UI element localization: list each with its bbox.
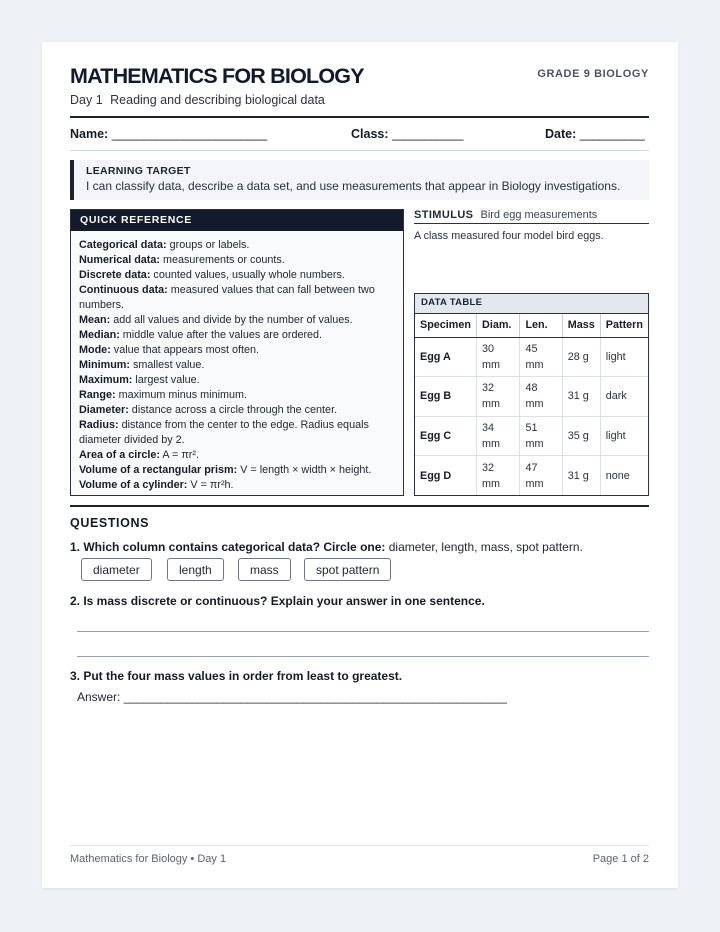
table-cell: 45 mm [520, 337, 562, 377]
reference-term: Numerical data: [79, 254, 161, 266]
lesson-title: Reading and describing biological data [110, 93, 325, 107]
stimulus-text: A class measured four model bird eggs. [414, 230, 604, 242]
reference-term: Radius: [79, 419, 119, 431]
worksheet-page [42, 42, 678, 888]
footer-page-number: Page 1 of 2 [592, 853, 649, 865]
footer-divider [70, 845, 649, 846]
reference-item [79, 463, 395, 478]
reference-item [79, 478, 395, 493]
table-cell: 34 mm [477, 416, 520, 456]
answer-label: Answer: [77, 690, 121, 704]
reference-term: Mode: [79, 344, 111, 356]
question-2-prompt: 2. Is mass discrete or continuous? Explain your answer in one sentence. [70, 594, 485, 608]
reference-definition: measured values that can fall between two numbers. [79, 284, 375, 311]
reference-definition: counted values, usually whole numbers. [150, 269, 345, 281]
question-1 [70, 540, 583, 554]
grade-label: GRADE 9 BIOLOGY [537, 68, 649, 80]
table-cell: 32 mm [477, 456, 520, 496]
reference-definition: add all values and divide by the number of values. [110, 314, 353, 326]
table-cell: 32 mm [477, 377, 520, 417]
reference-item [79, 418, 395, 448]
learning-target-label: LEARNING TARGET [86, 165, 191, 177]
specimen-cell: Egg A [415, 337, 477, 377]
fields-divider [70, 150, 649, 151]
specimen-cell: Egg D [420, 469, 452, 482]
reference-definition: measurements or counts. [160, 254, 285, 266]
reference-item [79, 313, 395, 328]
table-cell: light [600, 337, 648, 377]
data-table-title: DATA TABLE [415, 294, 648, 314]
reference-definition: distance from the center to the edge. Radius equals diameter divided by 2. [79, 419, 369, 446]
question-1-prompt: 1. Which column contains categorical data? Circle one: [70, 540, 386, 554]
reference-definition: V = length × width × height. [237, 464, 372, 476]
reference-term: Mean: [79, 314, 111, 326]
reference-term: Categorical data: [79, 239, 167, 251]
worksheet-title: MATHEMATICS FOR BIOLOGY [70, 64, 364, 88]
name-field[interactable] [70, 127, 267, 141]
specimen-cell: Egg B [415, 377, 477, 417]
reference-definition: middle value after the values are ordered. [119, 329, 323, 341]
question-3-prompt: 3. Put the four mass values in order from least to greatest. [70, 669, 403, 683]
quick-reference-box [70, 209, 404, 496]
column-header: Len. [520, 314, 562, 337]
reference-item [79, 448, 395, 463]
reference-term: Volume of a rectangular prism: [79, 464, 238, 476]
reference-definition: groups or labels. [166, 239, 250, 251]
questions-divider [70, 505, 649, 507]
learning-target-box [70, 160, 649, 200]
column-header: Diam. [477, 314, 520, 337]
choice-diameter[interactable]: diameter [81, 558, 152, 581]
reference-term: Range: [79, 389, 116, 401]
question-3-answer[interactable] [77, 690, 506, 704]
table-row [415, 377, 648, 417]
table-cell: light [600, 416, 648, 456]
name-blank[interactable]: ________________________ [111, 127, 267, 141]
reference-term: Maximum: [79, 374, 133, 386]
answer-line-1[interactable] [77, 631, 649, 632]
date-blank[interactable]: __________ [579, 127, 645, 141]
reference-definition: distance across a circle through the center. [128, 404, 338, 416]
reference-item [79, 283, 395, 313]
table-cell: 28 g [562, 337, 600, 377]
table-cell: 51 mm [520, 416, 562, 456]
table-row [415, 416, 648, 456]
data-table-box [414, 293, 649, 496]
answer-blank[interactable]: ______________________________________________________________ [123, 690, 507, 704]
lesson-subtitle [70, 93, 325, 107]
date-field[interactable] [545, 127, 644, 141]
reference-definition: maximum minus minimum. [115, 389, 247, 401]
table-cell: 31 g [562, 377, 600, 417]
table-row [415, 337, 648, 377]
reference-term: Diameter: [79, 404, 129, 416]
table-header-row [415, 314, 648, 337]
reference-term: Continuous data: [79, 284, 168, 296]
reference-term: Minimum: [79, 359, 130, 371]
reference-item [79, 238, 395, 253]
header-divider [70, 116, 649, 118]
date-label: Date: [545, 127, 577, 141]
table-cell: 48 mm [520, 377, 562, 417]
reference-item [79, 328, 395, 343]
reference-item [79, 403, 395, 418]
table-row [415, 456, 648, 496]
specimen-cell: Egg C [415, 416, 477, 456]
reference-definition: value that appears most often. [110, 344, 260, 356]
reference-definition: A = πr². [160, 449, 199, 461]
reference-item [79, 268, 395, 283]
data-table [415, 314, 648, 495]
question-2 [70, 594, 485, 608]
reference-term: Area of a circle: [79, 449, 161, 461]
class-field[interactable] [351, 127, 463, 141]
class-blank[interactable]: ___________ [392, 127, 463, 141]
choice-mass[interactable]: mass [238, 558, 291, 581]
footer-course: Mathematics for Biology • Day 1 [70, 853, 227, 865]
name-label: Name: [70, 127, 109, 141]
table-cell: 47 mm [520, 456, 562, 496]
table-cell: 31 g [562, 456, 600, 496]
quick-reference-list [71, 231, 403, 493]
reference-item [79, 388, 395, 403]
stimulus-header [414, 209, 649, 224]
reference-definition: largest value. [132, 374, 200, 386]
stimulus-title: Bird egg measurements [480, 209, 598, 221]
reference-definition: V = πr²h. [187, 479, 234, 491]
reference-term: Median: [79, 329, 120, 341]
answer-line-2[interactable] [77, 656, 649, 657]
class-label: Class: [351, 127, 389, 141]
column-header: Pattern [600, 314, 648, 337]
reference-term: Discrete data: [79, 269, 151, 281]
choice-spot-pattern[interactable]: spot pattern [304, 558, 391, 581]
table-cell: 35 g [562, 416, 600, 456]
question-3 [70, 669, 402, 683]
reference-definition: smallest value. [129, 359, 205, 371]
day-label: Day 1 [70, 93, 103, 107]
learning-target-text: I can classify data, describe a data set, and use measurements that appear in Biology investigations. [86, 179, 621, 193]
reference-item [79, 343, 395, 358]
table-cell: 30 mm [477, 337, 520, 377]
stimulus-label: STIMULUS [414, 209, 474, 221]
question-1-options: diameter, length, mass, spot pattern. [385, 540, 583, 554]
reference-item [79, 358, 395, 373]
questions-title: QUESTIONS [70, 516, 150, 530]
reference-item [79, 253, 395, 268]
quick-reference-title: QUICK REFERENCE [71, 210, 403, 231]
column-header: Specimen [415, 314, 477, 337]
table-body [415, 337, 648, 495]
choice-length[interactable]: length [167, 558, 224, 581]
column-header: Mass [562, 314, 600, 337]
reference-term: Volume of a cylinder: [79, 479, 188, 491]
table-cell: dark [600, 377, 648, 417]
table-cell: none [600, 456, 648, 496]
reference-item [79, 373, 395, 388]
